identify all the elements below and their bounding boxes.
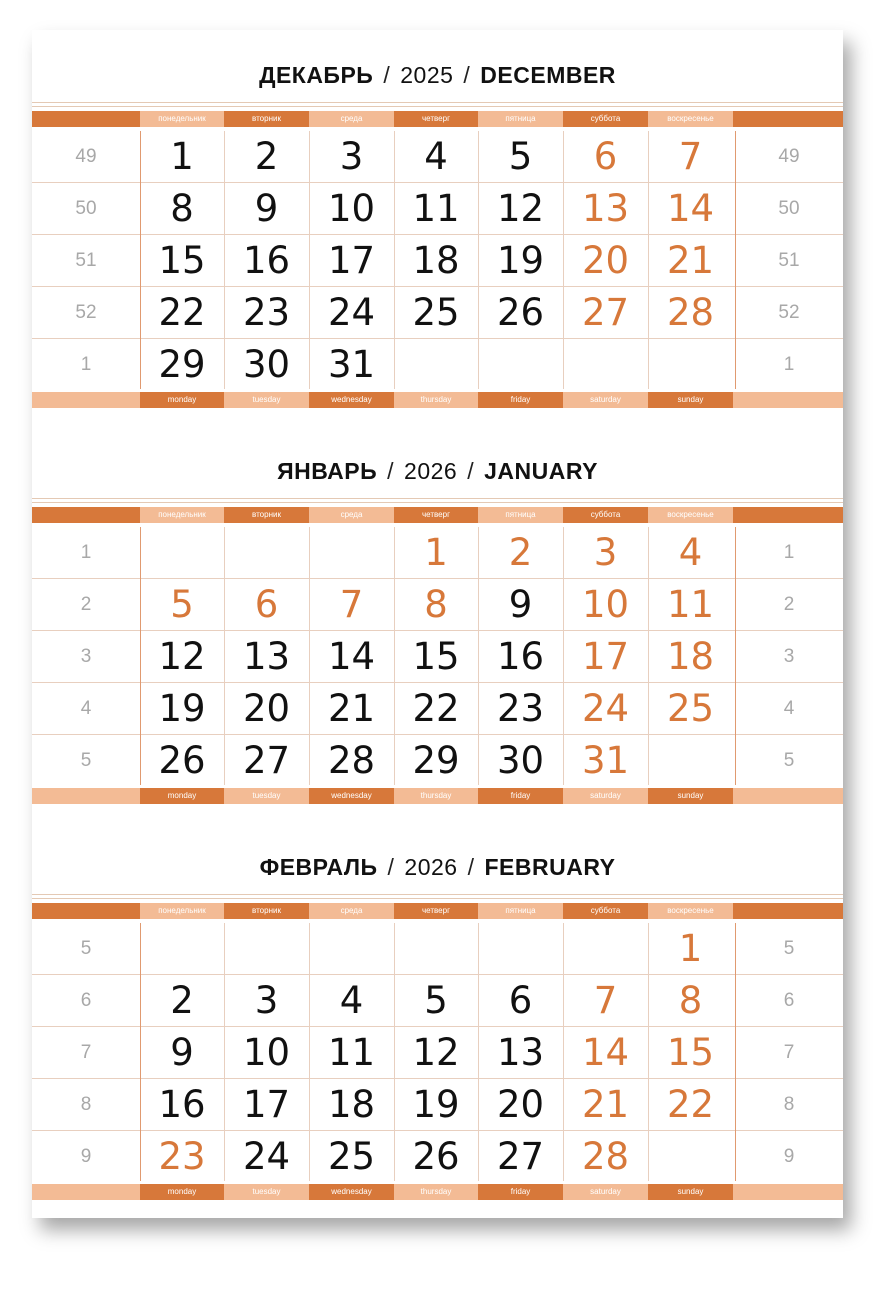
day-cell: 25 <box>327 1135 376 1178</box>
week-number: 4 <box>80 698 92 719</box>
weekday-label-ru: среда <box>309 507 394 523</box>
day-cell: 13 <box>496 1031 545 1074</box>
day-cell: 9 <box>170 1031 194 1074</box>
weekday-label-ru: суббота <box>563 111 648 127</box>
column-divider <box>394 923 395 1181</box>
weekday-label-en: wednesday <box>309 788 394 804</box>
day-cell: 9 <box>254 187 279 230</box>
weekday-label-en: thursday <box>394 788 478 804</box>
weekday-label-ru: четверг <box>394 111 478 127</box>
weekday-label-ru: вторник <box>224 507 309 523</box>
column-divider <box>394 131 395 389</box>
day-cell: 12 <box>158 635 206 678</box>
weekday-label-en: friday <box>478 788 563 804</box>
day-grid <box>32 527 843 785</box>
day-cell: 24 <box>242 1135 291 1178</box>
title-separator: / <box>387 854 395 880</box>
week-row <box>32 631 843 683</box>
weekday-label-ru: воскресенье <box>648 507 733 523</box>
weekday-label-en: tuesday <box>224 1184 309 1200</box>
day-cell: 11 <box>666 583 715 626</box>
week-row <box>32 683 843 735</box>
day-cell: 11 <box>412 187 460 230</box>
day-cell: 17 <box>242 1083 291 1126</box>
day-cell: 10 <box>327 187 376 230</box>
weekday-label-ru: суббота <box>563 903 648 919</box>
week-number: 6 <box>80 990 92 1011</box>
week-row <box>32 235 843 287</box>
day-cell: 12 <box>496 187 545 230</box>
column-divider <box>478 131 479 389</box>
month-title <box>32 458 843 485</box>
day-cell: 4 <box>339 979 364 1022</box>
day-cell: 1 <box>678 927 703 970</box>
day-cell <box>140 923 224 975</box>
week-row <box>32 339 843 391</box>
day-cell <box>563 339 648 391</box>
weekday-label-en: monday <box>140 1184 224 1200</box>
day-cell: 3 <box>593 531 618 574</box>
day-cell: 14 <box>581 1031 630 1074</box>
weekday-label-en: thursday <box>394 1184 478 1200</box>
weekday-label-en: monday <box>140 392 224 408</box>
day-cell: 16 <box>158 1083 206 1126</box>
day-cell: 9 <box>508 583 533 626</box>
column-divider <box>309 527 310 785</box>
weekday-label-ru: среда <box>309 111 394 127</box>
day-cell: 10 <box>242 1031 291 1074</box>
week-row <box>32 1027 843 1079</box>
day-cell <box>648 339 733 391</box>
weekday-header-ru <box>32 111 843 127</box>
title-separator: / <box>467 854 475 880</box>
week-number: 6 <box>783 990 795 1011</box>
month-title <box>32 854 843 881</box>
week-row <box>32 1079 843 1131</box>
weekday-label-en: friday <box>478 392 563 408</box>
weekday-label-ru: четверг <box>394 903 478 919</box>
week-number: 49 <box>778 146 800 167</box>
weekday-header-ru <box>32 903 843 919</box>
week-number: 7 <box>783 1042 795 1063</box>
day-cell: 6 <box>593 135 618 178</box>
day-cell: 8 <box>678 979 703 1022</box>
day-cell: 19 <box>158 687 206 730</box>
day-cell: 31 <box>581 739 630 782</box>
month-block <box>32 30 843 410</box>
weekday-header-ru <box>32 507 843 523</box>
weekday-label-en: tuesday <box>224 392 309 408</box>
week-number: 9 <box>783 1146 795 1167</box>
day-cell: 16 <box>242 239 291 282</box>
day-cell: 27 <box>242 739 291 782</box>
day-cell: 26 <box>158 739 206 782</box>
week-number: 3 <box>783 646 795 667</box>
column-divider <box>140 923 141 1181</box>
day-cell: 14 <box>327 635 376 678</box>
day-cell: 29 <box>158 343 206 386</box>
day-cell: 2 <box>170 979 194 1022</box>
day-cell: 23 <box>496 687 545 730</box>
week-number: 8 <box>80 1094 92 1115</box>
day-cell: 19 <box>412 1083 460 1126</box>
weekday-footer-en <box>32 788 843 804</box>
month-block <box>32 822 843 1202</box>
day-cell: 12 <box>412 1031 460 1074</box>
column-divider <box>394 527 395 785</box>
column-divider <box>309 923 310 1181</box>
day-cell: 21 <box>327 687 376 730</box>
week-number: 51 <box>778 250 800 271</box>
day-cell: 23 <box>242 291 291 334</box>
day-cell: 15 <box>412 635 460 678</box>
week-number: 9 <box>80 1146 92 1167</box>
day-cell: 24 <box>581 687 630 730</box>
weekday-label-en: tuesday <box>224 788 309 804</box>
column-divider <box>224 131 225 389</box>
week-number: 7 <box>80 1042 92 1063</box>
column-divider <box>563 131 564 389</box>
weekday-label-en: wednesday <box>309 1184 394 1200</box>
month-name-ru: ДЕКАБРЬ <box>259 62 374 88</box>
day-cell: 27 <box>581 291 630 334</box>
weekday-label-ru: вторник <box>224 111 309 127</box>
day-cell: 3 <box>339 135 364 178</box>
week-number: 1 <box>783 542 795 563</box>
column-divider <box>140 527 141 785</box>
week-row <box>32 923 843 975</box>
day-cell: 17 <box>581 635 630 678</box>
week-number: 50 <box>778 198 800 219</box>
day-cell: 15 <box>666 1031 715 1074</box>
day-cell <box>140 527 224 579</box>
day-cell: 24 <box>327 291 376 334</box>
day-cell <box>648 735 733 787</box>
weekday-label-ru: понедельник <box>140 111 224 127</box>
day-cell <box>394 923 478 975</box>
day-cell: 22 <box>412 687 460 730</box>
weekday-label-ru: понедельник <box>140 507 224 523</box>
weekday-label-ru: среда <box>309 903 394 919</box>
day-cell: 29 <box>412 739 460 782</box>
week-number: 51 <box>75 250 97 271</box>
weekday-footer-en <box>32 1184 843 1200</box>
week-number: 4 <box>783 698 795 719</box>
day-cell: 2 <box>254 135 279 178</box>
month-title <box>32 62 843 89</box>
day-cell <box>224 923 309 975</box>
weekday-label-en: sunday <box>648 1184 733 1200</box>
weekday-label-en: monday <box>140 788 224 804</box>
day-cell: 6 <box>508 979 533 1022</box>
day-cell <box>648 1131 733 1183</box>
day-cell: 8 <box>170 187 194 230</box>
day-cell: 15 <box>158 239 206 282</box>
day-cell: 22 <box>158 291 206 334</box>
day-cell: 1 <box>170 135 194 178</box>
day-cell: 13 <box>242 635 291 678</box>
day-grid <box>32 131 843 389</box>
day-cell: 20 <box>242 687 291 730</box>
month-year: 2025 <box>400 62 454 88</box>
column-divider <box>735 923 736 1181</box>
weekday-label-ru: четверг <box>394 507 478 523</box>
week-number: 2 <box>783 594 795 615</box>
title-separator: / <box>383 62 391 88</box>
column-divider <box>224 923 225 1181</box>
day-cell: 28 <box>327 739 376 782</box>
weekday-label-ru: понедельник <box>140 903 224 919</box>
day-cell: 4 <box>424 135 448 178</box>
column-divider <box>648 131 649 389</box>
month-block <box>32 426 843 806</box>
week-number: 50 <box>75 198 97 219</box>
day-cell <box>309 527 394 579</box>
column-divider <box>309 131 310 389</box>
day-cell: 16 <box>496 635 545 678</box>
divider-line <box>32 102 843 103</box>
week-number: 1 <box>80 542 92 563</box>
day-cell <box>394 339 478 391</box>
week-row <box>32 527 843 579</box>
day-cell: 13 <box>581 187 630 230</box>
week-number: 49 <box>75 146 97 167</box>
month-name-en: FEBRUARY <box>484 854 616 880</box>
column-divider <box>478 923 479 1181</box>
weekday-label-en: thursday <box>394 392 478 408</box>
weekday-label-en: friday <box>478 1184 563 1200</box>
month-name-ru: ЯНВАРЬ <box>277 458 378 484</box>
divider-line <box>32 898 843 899</box>
week-number: 2 <box>80 594 92 615</box>
day-cell: 31 <box>327 343 376 386</box>
weekday-label-en: saturday <box>563 392 648 408</box>
day-cell: 2 <box>508 531 533 574</box>
week-number: 5 <box>783 938 795 959</box>
day-cell: 20 <box>581 239 630 282</box>
weekday-label-en: wednesday <box>309 392 394 408</box>
day-cell: 27 <box>496 1135 545 1178</box>
week-number: 3 <box>80 646 92 667</box>
weekday-footer-en <box>32 392 843 408</box>
day-cell: 26 <box>496 291 545 334</box>
week-row <box>32 1131 843 1183</box>
column-divider <box>735 527 736 785</box>
week-row <box>32 183 843 235</box>
calendar-sheet <box>32 30 843 1218</box>
day-cell <box>478 339 563 391</box>
day-cell: 23 <box>158 1135 206 1178</box>
column-divider <box>648 923 649 1181</box>
weekday-label-en: saturday <box>563 788 648 804</box>
day-cell <box>563 923 648 975</box>
day-cell: 30 <box>242 343 291 386</box>
day-cell: 17 <box>327 239 376 282</box>
day-cell: 30 <box>496 739 545 782</box>
day-cell: 20 <box>496 1083 545 1126</box>
week-row <box>32 735 843 787</box>
day-cell: 28 <box>581 1135 630 1178</box>
day-cell: 8 <box>424 583 448 626</box>
day-cell: 18 <box>327 1083 376 1126</box>
day-cell: 18 <box>666 635 715 678</box>
day-cell: 5 <box>170 583 194 626</box>
weekday-label-ru: пятница <box>478 903 563 919</box>
week-number: 8 <box>783 1094 795 1115</box>
month-name-en: DECEMBER <box>480 62 616 88</box>
month-name-en: JANUARY <box>484 458 598 484</box>
day-cell: 7 <box>593 979 618 1022</box>
column-divider <box>648 527 649 785</box>
week-number: 5 <box>783 750 795 771</box>
month-year: 2026 <box>404 458 458 484</box>
day-cell: 14 <box>666 187 715 230</box>
day-cell: 25 <box>666 687 715 730</box>
week-row <box>32 287 843 339</box>
weekday-label-ru: воскресенье <box>648 903 733 919</box>
weekday-label-ru: пятница <box>478 507 563 523</box>
weekday-label-en: sunday <box>648 788 733 804</box>
day-cell: 18 <box>412 239 460 282</box>
day-cell: 7 <box>339 583 364 626</box>
day-grid <box>32 923 843 1181</box>
day-cell: 19 <box>496 239 545 282</box>
day-cell: 7 <box>678 135 703 178</box>
weekday-label-en: sunday <box>648 392 733 408</box>
week-row <box>32 131 843 183</box>
day-cell: 4 <box>678 531 703 574</box>
day-cell: 5 <box>508 135 533 178</box>
day-cell: 10 <box>581 583 630 626</box>
week-row <box>32 579 843 631</box>
week-number: 52 <box>778 302 800 323</box>
title-separator: / <box>387 458 395 484</box>
day-cell <box>309 923 394 975</box>
day-cell: 5 <box>424 979 448 1022</box>
day-cell: 26 <box>412 1135 460 1178</box>
week-row <box>32 975 843 1027</box>
column-divider <box>478 527 479 785</box>
day-cell: 21 <box>581 1083 630 1126</box>
day-cell: 6 <box>254 583 279 626</box>
month-name-ru: ФЕВРАЛЬ <box>259 854 378 880</box>
week-number: 5 <box>80 938 92 959</box>
week-number: 5 <box>80 750 92 771</box>
week-number: 1 <box>783 354 795 375</box>
month-year: 2026 <box>404 854 458 880</box>
week-number: 1 <box>80 354 92 375</box>
divider-line <box>32 106 843 107</box>
week-number: 52 <box>75 302 97 323</box>
day-cell: 1 <box>424 531 448 574</box>
title-separator: / <box>467 458 475 484</box>
divider-line <box>32 498 843 499</box>
column-divider <box>224 527 225 785</box>
day-cell: 21 <box>666 239 715 282</box>
day-cell <box>478 923 563 975</box>
day-cell: 3 <box>254 979 279 1022</box>
day-cell: 25 <box>412 291 460 334</box>
weekday-label-ru: суббота <box>563 507 648 523</box>
day-cell <box>224 527 309 579</box>
column-divider <box>563 923 564 1181</box>
day-cell: 28 <box>666 291 715 334</box>
divider-line <box>32 894 843 895</box>
column-divider <box>563 527 564 785</box>
weekday-label-ru: пятница <box>478 111 563 127</box>
column-divider <box>140 131 141 389</box>
weekday-label-ru: воскресенье <box>648 111 733 127</box>
weekday-label-en: saturday <box>563 1184 648 1200</box>
title-separator: / <box>463 62 471 88</box>
divider-line <box>32 502 843 503</box>
day-cell: 22 <box>666 1083 715 1126</box>
column-divider <box>735 131 736 389</box>
weekday-label-ru: вторник <box>224 903 309 919</box>
day-cell: 11 <box>327 1031 376 1074</box>
